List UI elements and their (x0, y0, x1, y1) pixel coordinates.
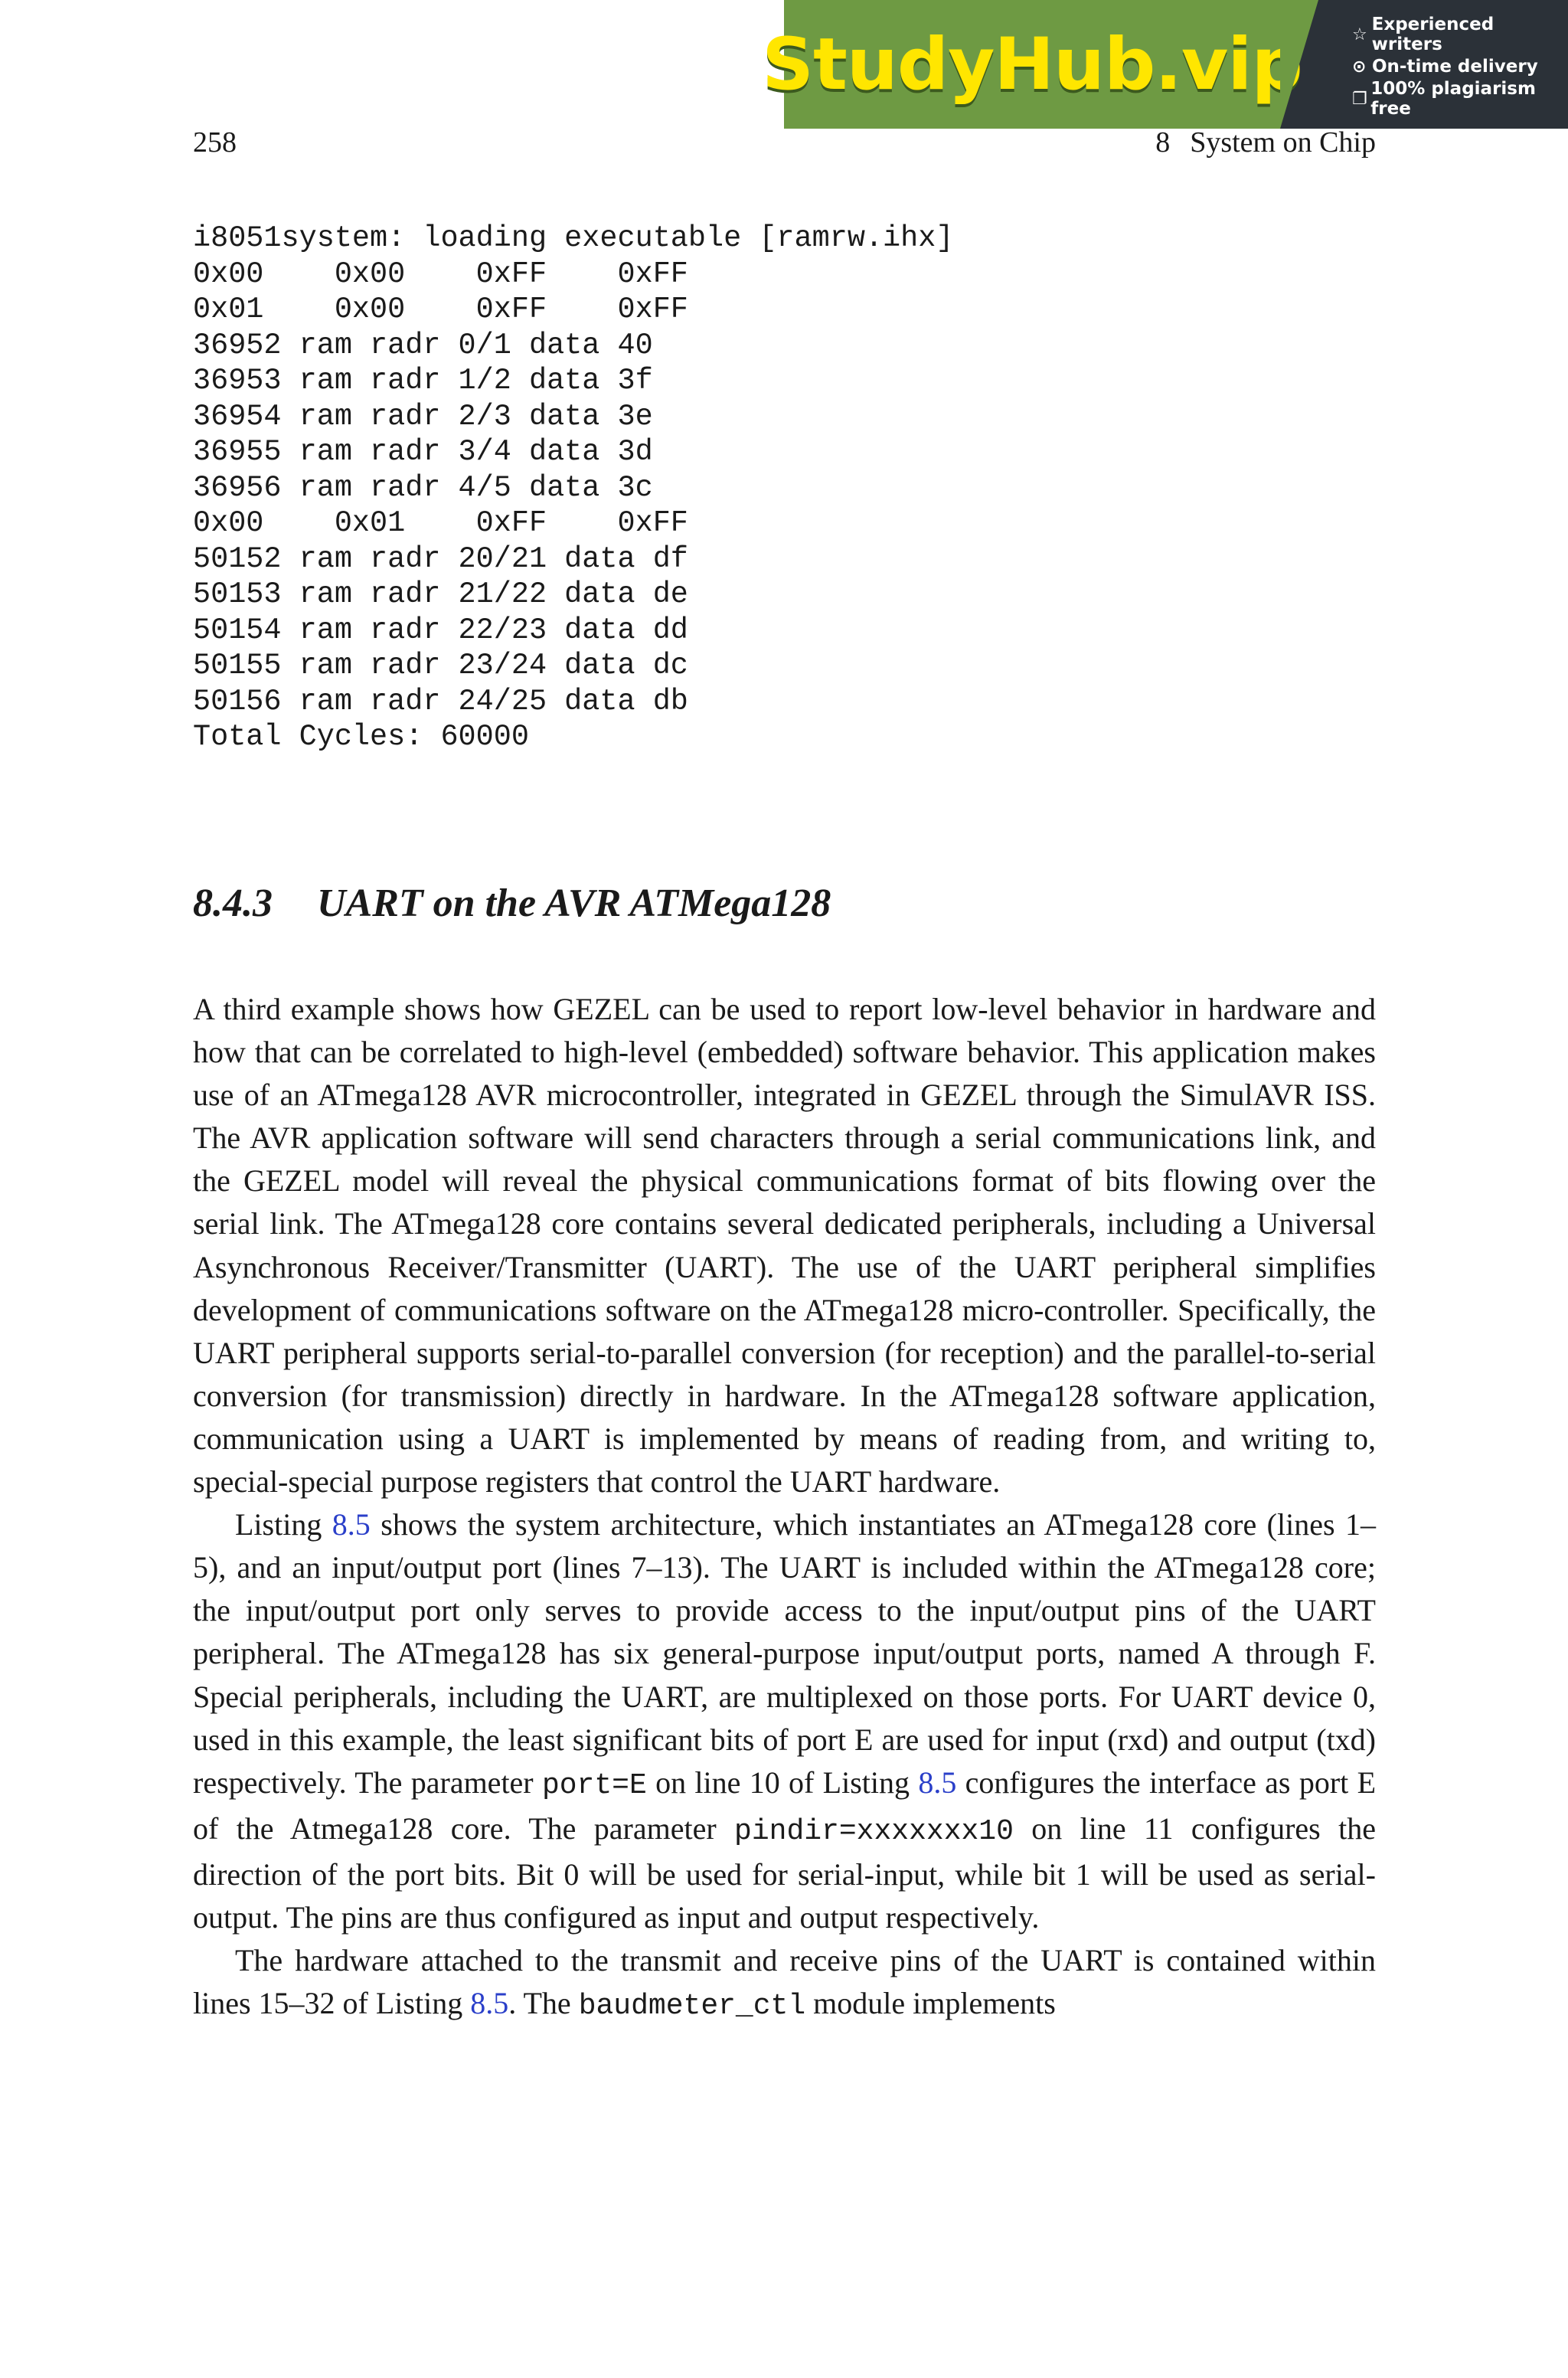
listing-link[interactable]: 8.5 (332, 1507, 371, 1542)
code-line: 36953 ram radr 1/2 data 3f (193, 364, 653, 397)
feature-item (1352, 79, 1568, 119)
running-head (1155, 126, 1376, 159)
code-line: Total Cycles: 60000 (193, 720, 529, 754)
star-icon: ☆ (1352, 25, 1367, 44)
feature-list (1280, 0, 1568, 129)
code-line: 36955 ram radr 3/4 data 3d (193, 435, 653, 469)
feature-text: On-time delivery (1372, 57, 1538, 77)
text-run: The hardware attached to the transmit and receive pins of the UART is contained within lines 15–32 of Listing (193, 1943, 1376, 2021)
code-line: 50154 ram radr 22/23 data dd (193, 613, 688, 647)
text-run: on line 11 configures the direction of the port bits. Bit 0 will be used for serial-input, while bit 1 will be used as serial-output. The pins are thus configured as input and output respectively. (193, 1810, 1376, 1935)
code-line: 0x01 0x00 0xFF 0xFF (193, 293, 688, 326)
text-run: Listing (235, 1507, 332, 1542)
code-line: 0x00 0x01 0xFF 0xFF (193, 506, 688, 540)
feature-item (1352, 15, 1568, 54)
inline-code: pindir=xxxxxxx10 (734, 1814, 1014, 1848)
code-line: i8051system: loading executable [ramrw.ihx] (193, 221, 954, 255)
body-text (193, 988, 1376, 2028)
code-line: 50153 ram radr 21/22 data de (193, 577, 688, 611)
text-run: configures the interface as port E of the Atmega128 core. The parameter (193, 1765, 1377, 1846)
section-title: UART on the AVR ATMega128 (317, 882, 831, 925)
paragraph: A third example shows how GEZEL can be used to report low-level behavior in hardware and how that can be correlated to high-level (embedded) software behavior. This application makes use of an ATmega128 AVR microcontroller, integrated in GEZEL through the SimulAVR ISS. The AVR application software will send characters through a serial communications link, and the GEZEL model will reveal the physical communications format of bits flowing over the serial link. The ATmega128 core contains several dedicated peripherals, including a Universal Asynchronous Receiver/Transmitter (UART). The use of the UART peripheral simplifies development of communications software on the ATmega128 micro-controller. Specifically, the UART peripheral supports serial-to-parallel conversion (for reception) and the parallel-to-serial conversion (for transmission) directly in hardware. In the ATmega128 software application, communication using a UART is implemented by means of reading from, and writing to, special-special purpose registers that control the UART hardware. (193, 992, 1376, 1500)
brand-panel[interactable] (762, 0, 1302, 129)
code-line: 50152 ram radr 20/21 data df (193, 541, 688, 576)
paragraph (193, 1503, 1376, 1939)
section-number: 8.4.3 (193, 882, 273, 925)
listing-link[interactable]: 8.5 (918, 1765, 957, 1800)
paragraph (193, 1939, 1376, 2028)
inline-code: baudmeter_ctl (578, 1990, 806, 2023)
code-line: 0x00 0x00 0xFF 0xFF (193, 257, 688, 291)
listing-link[interactable]: 8.5 (470, 1986, 509, 2021)
inline-code: port=E (541, 1768, 647, 1802)
feature-text: 100% plagiarism free (1370, 79, 1536, 119)
document-icon: ❐ (1352, 89, 1367, 109)
clock-icon: ⊙ (1352, 57, 1367, 77)
chapter-number: 8 (1155, 126, 1171, 159)
code-line: 36956 ram radr 4/5 data 3c (193, 470, 653, 505)
code-line: 50156 ram radr 24/25 data db (193, 684, 688, 718)
code-line: 36952 ram radr 0/1 data 40 (193, 328, 653, 362)
text-run: module implements (805, 1986, 1056, 2021)
feature-item (1352, 51, 1568, 83)
ad-banner[interactable] (762, 0, 1568, 129)
simulation-output (193, 221, 953, 755)
code-line: 50155 ram radr 23/24 data dc (193, 649, 688, 682)
page-number: 258 (193, 126, 237, 159)
text-run: on line 10 of Listing (646, 1765, 919, 1800)
chapter-title: System on Chip (1190, 126, 1376, 159)
brand-logo[interactable]: StudyHub.vip (762, 22, 1302, 106)
text-run: shows the system architecture, which instantiates an ATmega128 core (lines 1–5), and an input/output port (lines 7–13). The UART is included within the ATmega128 core; the input/output port only serves to provide access to the input/output pins of the UART peripheral. The ATmega128 has six general-purpose input/output ports, named A through F. Special peripherals, including the UART, are multiplexed on those ports. For UART device 0, used in this example, the least significant bits of port E are used for input (rxd) and output (txd) respectively. The parameter (193, 1507, 1376, 1800)
feature-text: Experienced writers (1371, 15, 1494, 54)
section-heading (193, 881, 831, 926)
text-run: . The (508, 1986, 579, 2021)
code-line: 36954 ram radr 2/3 data 3e (193, 399, 653, 433)
